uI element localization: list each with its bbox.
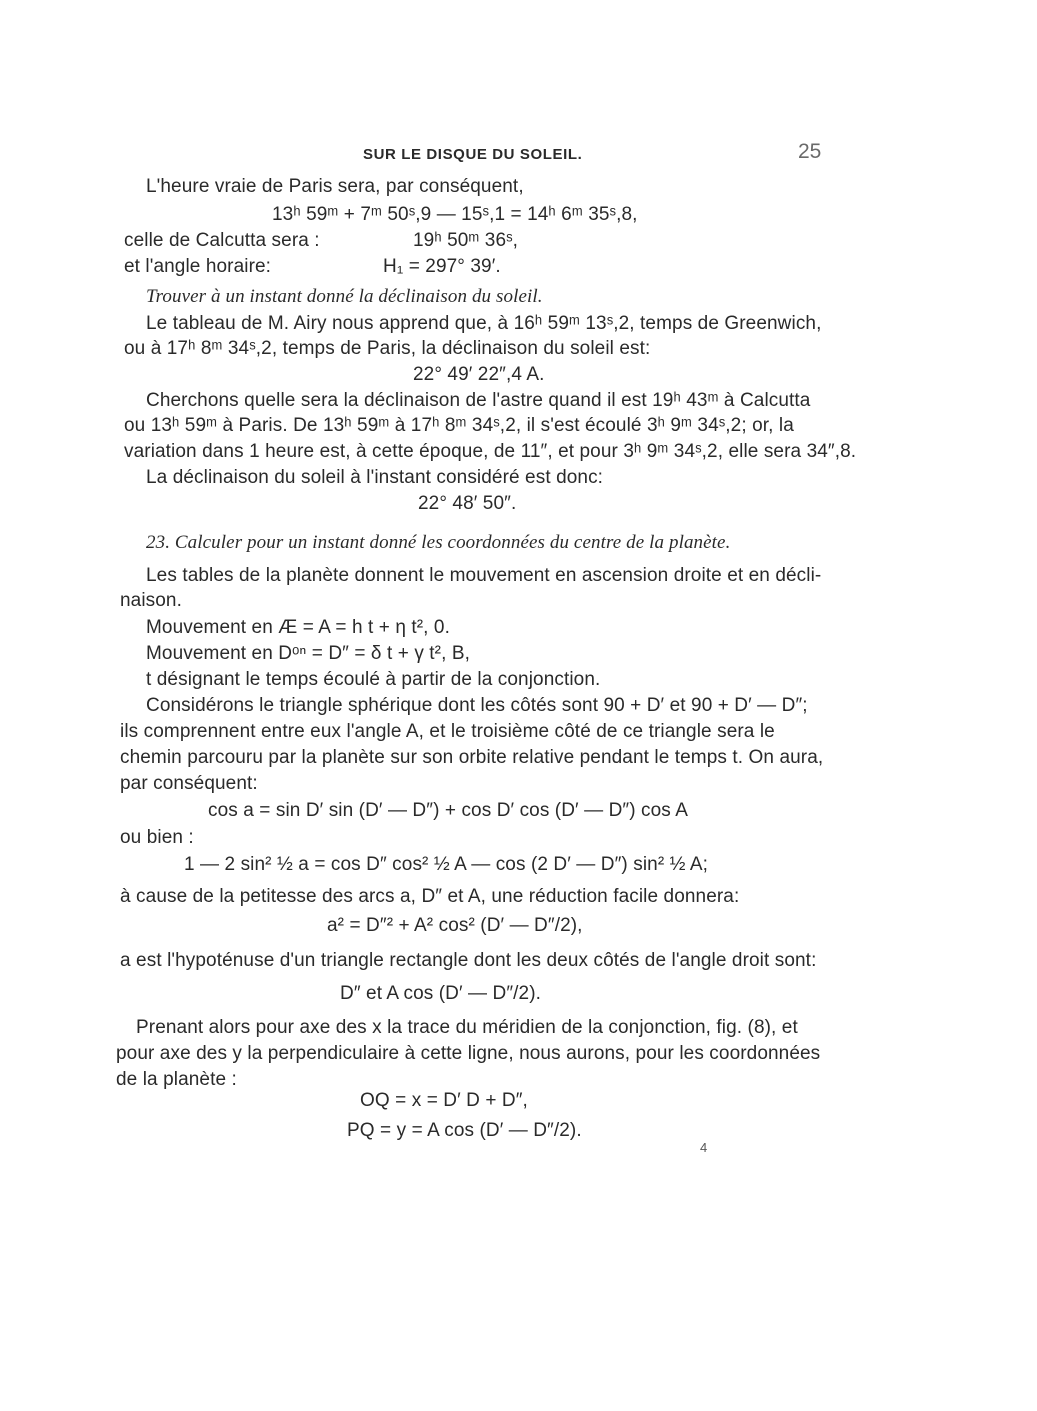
text-line: pour axe des y la perpendiculaire à cette ligne, nous aurons, pour les coordonnées (116, 1043, 821, 1064)
text-line: Considérons le triangle sphérique dont les côtés sont 90 + D′ et 90 + D′ — D″; (146, 695, 808, 716)
text-line: variation dans 1 heure est, à cette époque, de 11″, et pour 3ʰ 9ᵐ 34ˢ,2, elle sera 34″,8. (124, 441, 857, 462)
text-line: Mouvement en Dᵒⁿ = D″ = δ t + γ t², B, (146, 643, 471, 664)
text-line: t désignant le temps écoulé à partir de la conjonction. (146, 669, 601, 690)
text-line: ou 13ʰ 59ᵐ à Paris. De 13ʰ 59ᵐ à 17ʰ 8ᵐ 34ˢ,2, il s'est écoulé 3ʰ 9ᵐ 34ˢ,2; or, la (124, 415, 794, 436)
equation-line: OQ = x = D′ D + D″, (360, 1090, 528, 1111)
equation-line: D″ et A cos (D′ — D″/2). (340, 983, 542, 1004)
running-title: SUR LE DISQUE DU SOLEIL. (363, 146, 583, 163)
page-number: 25 (798, 140, 822, 163)
text-line: par conséquent: (120, 773, 258, 794)
equation-line: H₁ = 297° 39′. (383, 256, 501, 277)
equation-line: 1 — 2 sin² ½ a = cos D″ cos² ½ A — cos (2 D′ — D″) sin² ½ A; (184, 854, 709, 875)
text-line: et l'angle horaire: (124, 256, 272, 277)
equation-line: cos a = sin D′ sin (D′ — D″) + cos D′ cos (D′ — D″) cos A (208, 800, 689, 821)
text-line: Le tableau de M. Airy nous apprend que, à 16ʰ 59ᵐ 13ˢ,2, temps de Greenwich, (146, 313, 822, 334)
text-line: à cause de la petitesse des arcs a, D″ et A, une réduction facile donnera: (120, 886, 740, 907)
equation-line: 22° 48′ 50″. (418, 493, 517, 514)
equation-line: a² = D″² + A² cos² (D′ — D″/2), (327, 915, 583, 936)
text-line: ou à 17ʰ 8ᵐ 34ˢ,2, temps de Paris, la déclinaison du soleil est: (124, 338, 651, 359)
text-line: chemin parcouru par la planète sur son orbite relative pendant le temps t. On aura, (120, 747, 824, 768)
section-heading: 23. Calculer pour un instant donné les coordonnées du centre de la planète. (146, 532, 731, 553)
equation-line: 22° 49′ 22″,4 A. (413, 364, 545, 385)
text-line: ils comprennent entre eux l'angle A, et le troisième côté de ce triangle sera le (120, 721, 775, 742)
text-line: Cherchons quelle sera la déclinaison de l'astre quand il est 19ʰ 43ᵐ à Calcutta (146, 390, 811, 411)
text-line: celle de Calcutta sera : (124, 230, 320, 251)
section-heading: Trouver à un instant donné la déclinaison du soleil. (146, 286, 543, 307)
text-line: de la planète : (116, 1069, 237, 1090)
signature-mark: 4 (700, 1140, 708, 1155)
text-line: naison. (120, 590, 182, 611)
text-line: a est l'hypoténuse d'un triangle rectangle dont les deux côtés de l'angle droit sont: (120, 950, 817, 971)
text-line: La déclinaison du soleil à l'instant considéré est donc: (146, 467, 604, 488)
text-line: ou bien : (120, 827, 194, 848)
equation-line: 13ʰ 59ᵐ + 7ᵐ 50ˢ,9 — 15ˢ,1 = 14ʰ 6ᵐ 35ˢ,8, (272, 204, 638, 225)
text-line: L'heure vraie de Paris sera, par conséquent, (146, 176, 524, 197)
equation-line: 19ʰ 50ᵐ 36ˢ, (413, 230, 519, 251)
text-line: Mouvement en Æ = A = h t + η t², 0. (146, 617, 450, 638)
text-line: Les tables de la planète donnent le mouvement en ascension droite et en décli- (146, 565, 822, 586)
equation-line: PQ = y = A cos (D′ — D″/2). (347, 1120, 582, 1141)
text-line: Prenant alors pour axe des x la trace du méridien de la conjonction, fig. (8), et (136, 1017, 798, 1038)
